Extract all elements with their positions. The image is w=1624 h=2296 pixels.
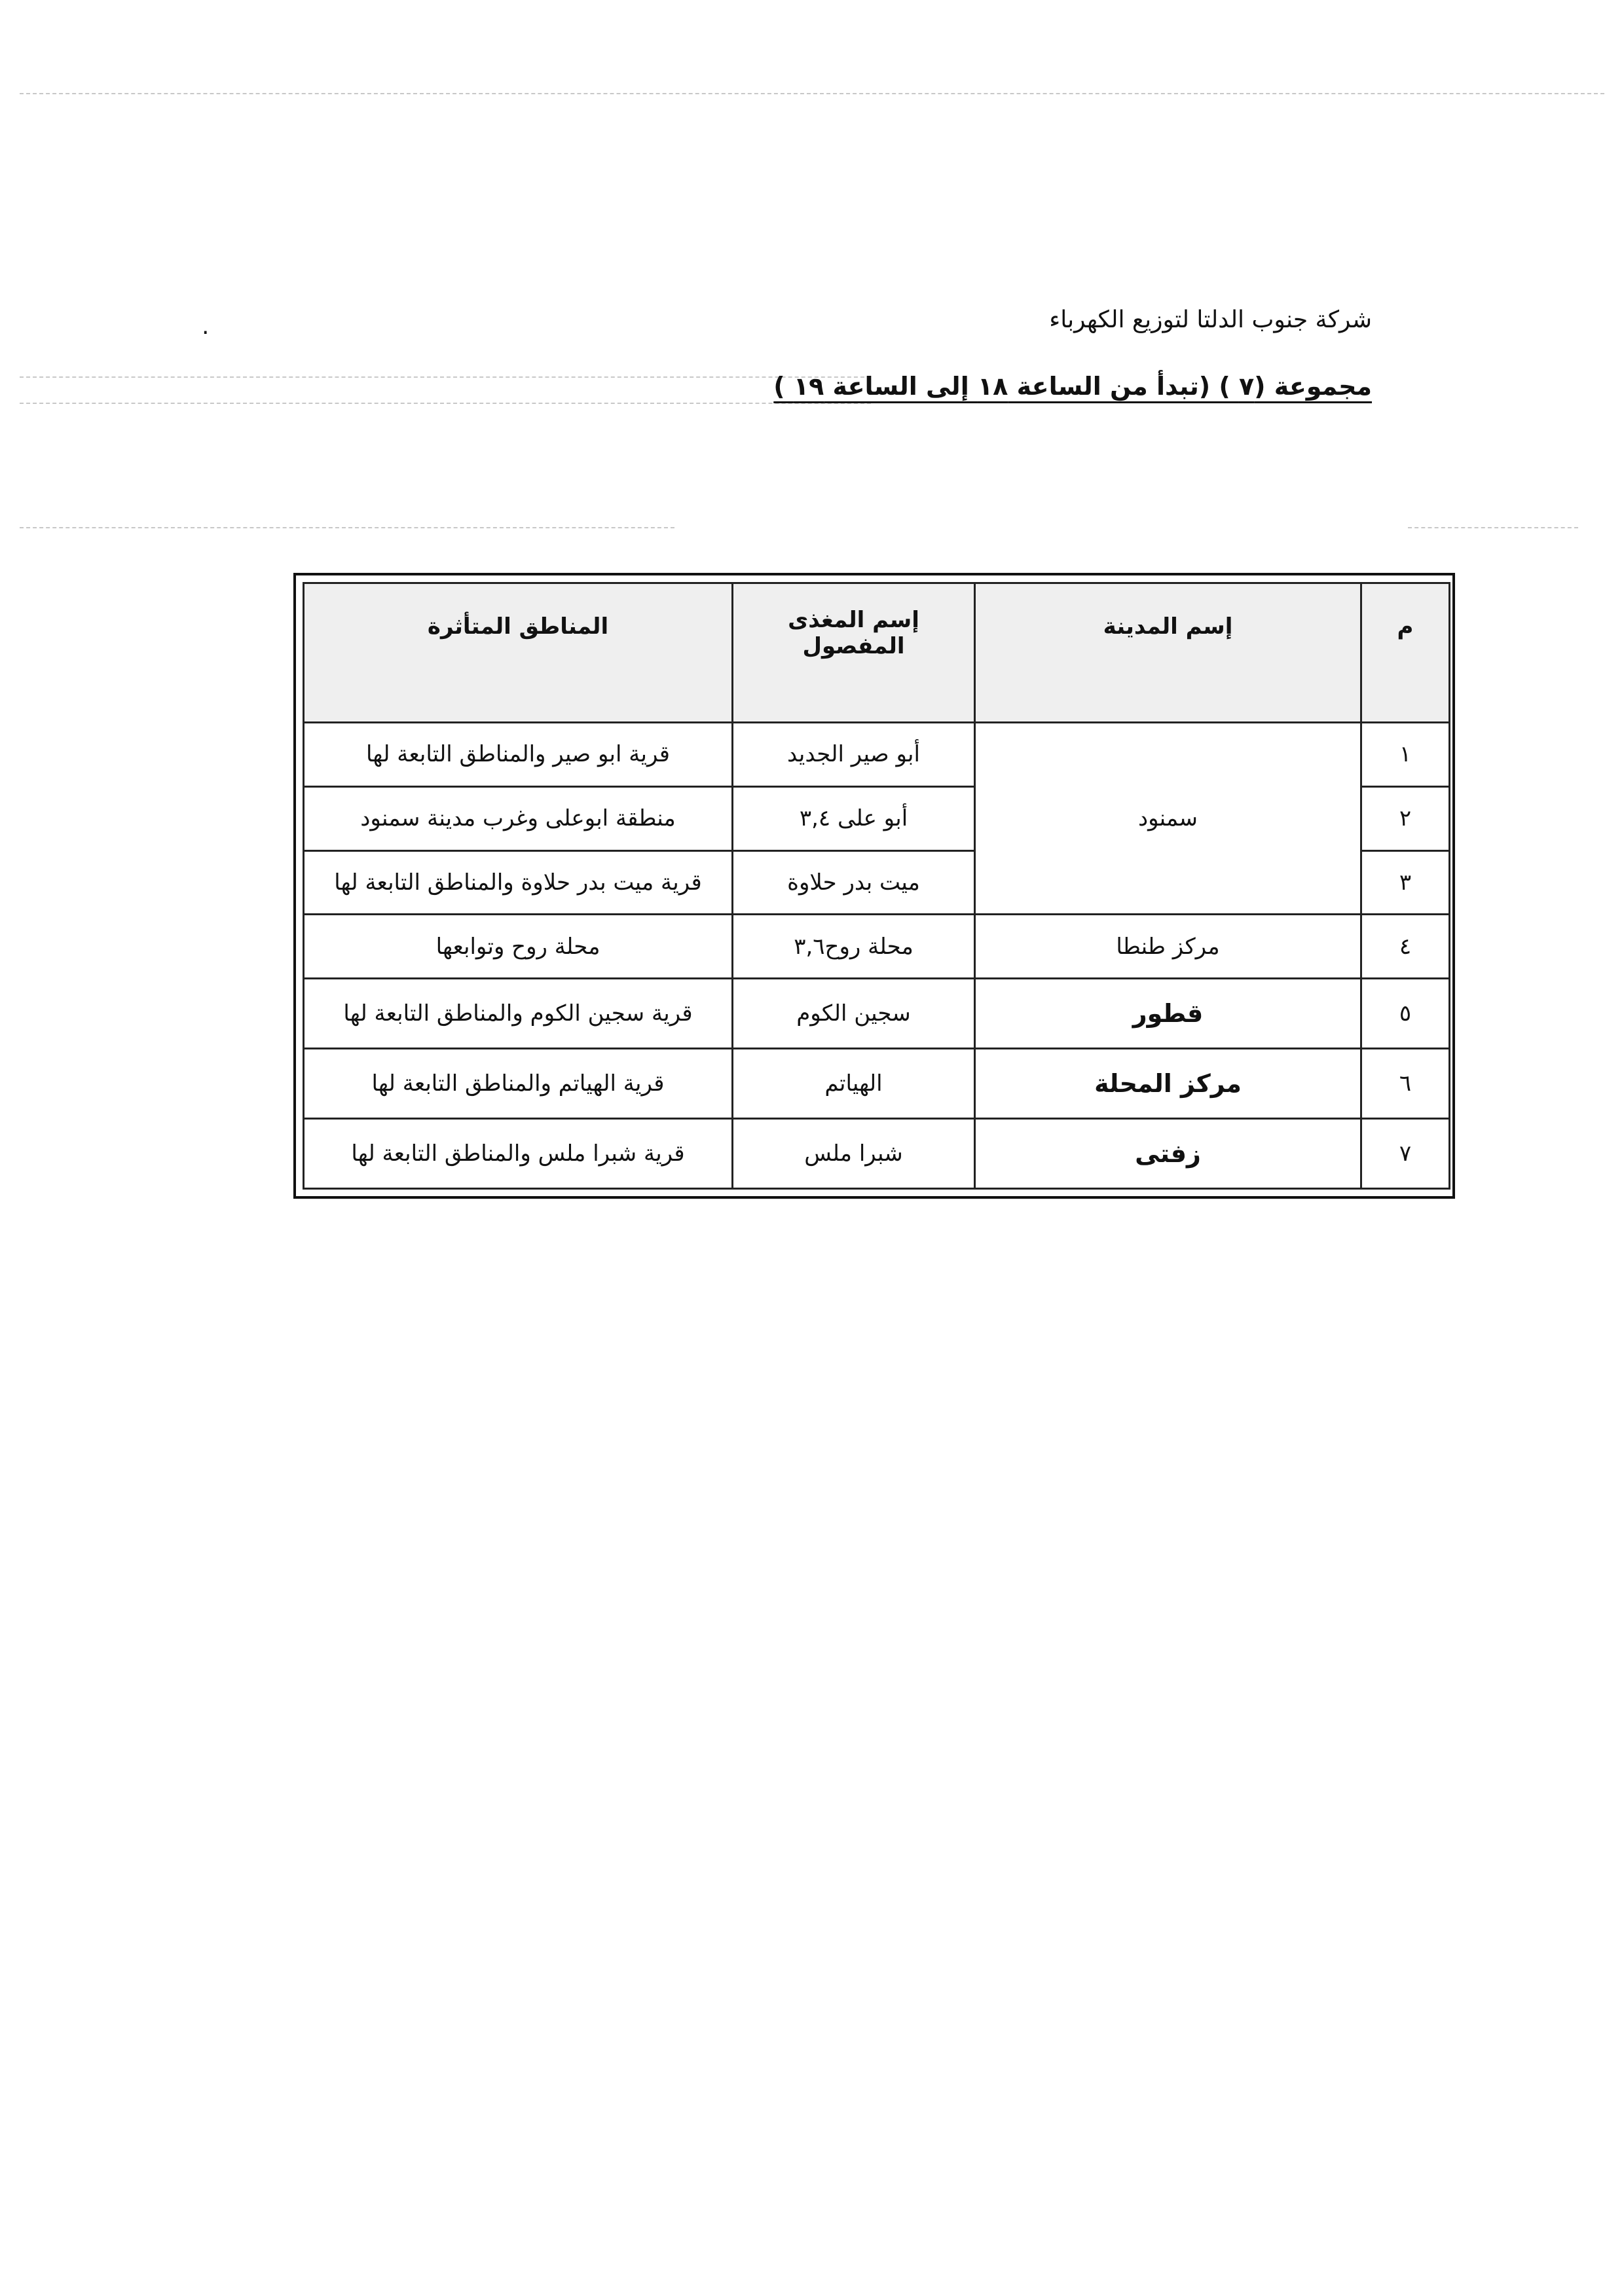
company-name: شركة جنوب الدلتا لتوزيع الكهرباء — [1049, 306, 1372, 333]
table-header-row — [304, 583, 1450, 723]
feeder-cell: أبو صير الجديد — [733, 723, 975, 787]
areas-cell: منطقة ابوعلى وغرب مدينة سمنود — [304, 786, 733, 850]
row-number: ١ — [1361, 723, 1450, 787]
stray-dot: . — [202, 313, 210, 340]
col-header-city: إسم المدينة — [975, 583, 1361, 723]
row-number: ٦ — [1361, 1049, 1450, 1119]
city-cell: مركز المحلة — [975, 1049, 1361, 1119]
scan-line — [20, 376, 871, 378]
row-number: ٥ — [1361, 979, 1450, 1049]
table-row — [304, 979, 1450, 1049]
areas-cell: قرية شبرا ملس والمناطق التابعة لها — [304, 1119, 733, 1189]
table-row — [304, 723, 1450, 787]
table-row — [304, 1119, 1450, 1189]
row-number: ٧ — [1361, 1119, 1450, 1189]
scan-line — [20, 527, 674, 528]
areas-cell: قرية ميت بدر حلاوة والمناطق التابعة لها — [304, 850, 733, 915]
city-cell: سمنود — [975, 723, 1361, 915]
outage-table — [303, 582, 1450, 1190]
areas-cell: قرية الهياتم والمناطق التابعة لها — [304, 1049, 733, 1119]
row-number: ٢ — [1361, 786, 1450, 850]
group-title: مجموعة (٧ ) (تبدأ من الساعة ١٨ إلى الساعة ١٩ ) — [773, 372, 1372, 401]
scan-line — [1408, 527, 1578, 528]
feeder-cell: شبرا ملس — [733, 1119, 975, 1189]
row-number: ٤ — [1361, 915, 1450, 979]
outage-table-frame — [293, 573, 1455, 1199]
col-header-feeder: إسم المغذى المفصول — [733, 583, 975, 723]
table-row — [304, 1049, 1450, 1119]
feeder-cell: الهياتم — [733, 1049, 975, 1119]
areas-cell: قرية سجين الكوم والمناطق التابعة لها — [304, 979, 733, 1049]
col-header-areas: المناطق المتأثرة — [304, 583, 733, 723]
areas-cell: قرية ابو صير والمناطق التابعة لها — [304, 723, 733, 787]
feeder-cell: محلة روح٣,٦ — [733, 915, 975, 979]
col-header-num: م — [1361, 583, 1450, 723]
table-row — [304, 915, 1450, 979]
feeder-cell: أبو على ٣,٤ — [733, 786, 975, 850]
row-number: ٣ — [1361, 850, 1450, 915]
scan-line — [20, 93, 1604, 94]
areas-cell: محلة روح وتوابعها — [304, 915, 733, 979]
feeder-cell: سجين الكوم — [733, 979, 975, 1049]
feeder-cell: ميت بدر حلاوة — [733, 850, 975, 915]
city-cell: مركز طنطا — [975, 915, 1361, 979]
city-cell: قطور — [975, 979, 1361, 1049]
scan-line — [20, 403, 871, 404]
city-cell: زفتى — [975, 1119, 1361, 1189]
